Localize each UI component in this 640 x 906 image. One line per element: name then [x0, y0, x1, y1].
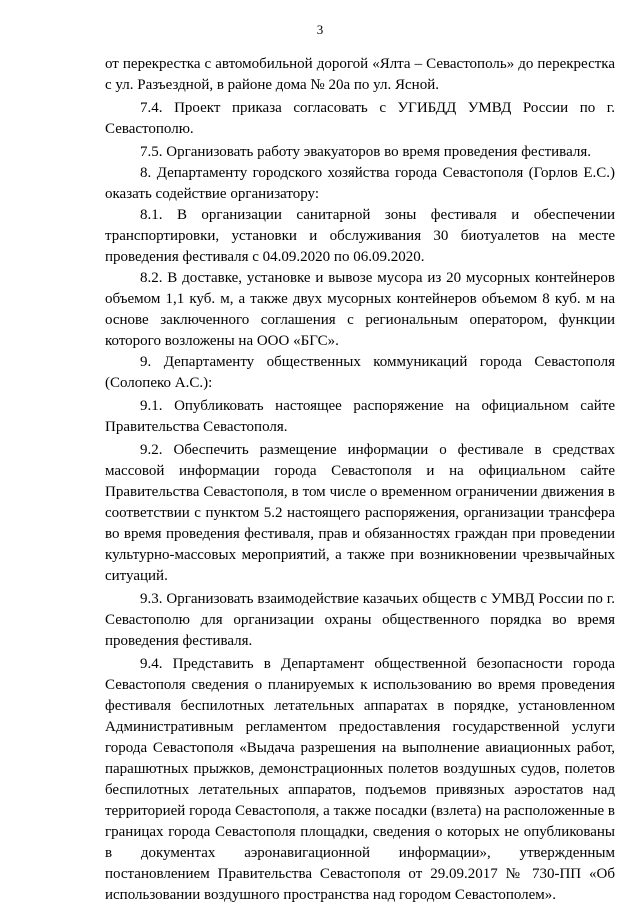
- paragraph-9-1: 9.1. Опубликовать настоящее распоряжение на официальном сайте Правительства Севастополя.: [105, 398, 615, 435]
- document-body: [105, 54, 615, 906]
- paragraph-7-4: 7.4. Проект приказа согласовать с УГИБДД УМВД России по г. Севастополю.: [105, 100, 615, 137]
- paragraph-8-1: 8.1. В организации санитарной зоны фестиваля и обеспечении транспортировки, установки и обслуживания 30 биотуалетов на месте проведения фестиваля с 04.09.2020 по 06.09.2020.: [105, 207, 615, 265]
- paragraph-9-2: 9.2. Обеспечить размещение информации о фестивале в средствах массовой информации города Севастополя и на официальном сайте Правительства Севастополя, в том числе о временном ограничении движения в соответствии с пунктом 5.2 настоящего распоряжения, организации трансфера во время проведения фестиваля, прав и обязанностях граждан при проведении культурно-массовых мероприятий, а также при возникновении чрезвычайных ситуаций.: [105, 442, 615, 584]
- paragraph-8: 8. Департаменту городского хозяйства города Севастополя (Горлов Е.С.) оказать содействие организатору:: [105, 165, 615, 202]
- paragraph-8-2: 8.2. В доставке, установке и вывозе мусора из 20 мусорных контейнеров объемом 1,1 куб. м, а также двух мусорных контейнеров объемом 8 куб. м на основе заключенного соглашения с региональным оператором, функции которого возложены на ООО «БГС».: [105, 270, 615, 349]
- paragraph-9-4: 9.4. Представить в Департамент общественной безопасности города Севастополя сведения о планируемых к использованию во время проведения фестиваля беспилотных летательных аппаратах в порядке, установленном Административным регламентом предоставления государственной услуги города Севастополя «Выдача разрешения на выполнение авиационных работ, парашютных прыжков, демонстрационных полетов воздушных судов, полетов беспилотных летательных аппаратов, подъемов привязных аэростатов над территорией города Севастополя, а также посадки (взлета) на расположенные в границах города Севастополя площадки, сведения о которых не опубликованы в документах аэронавигационной информации», утвержденным постановлением Правительства Севастополя от 29.09.2017 № 730-ПП «Об использовании воздушного пространства над городом Севастополем».: [105, 656, 615, 903]
- paragraph-9-3: 9.3. Организовать взаимодействие казачьих обществ с УМВД России по г. Севастополю для организации охраны общественного порядка во время проведения фестиваля.: [105, 591, 615, 649]
- paragraph-9: 9. Департаменту общественных коммуникаций города Севастополя (Солопеко А.С.):: [105, 354, 615, 391]
- paragraph-continuation: от перекрестка с автомобильной дорогой «Ялта – Севастополь» до перекрестка с ул. Разъездной, в районе дома № 20а по ул. Ясной.: [105, 56, 615, 93]
- paragraph-7-5: 7.5. Организовать работу эвакуаторов во время проведения фестиваля.: [140, 144, 591, 160]
- page-number: 3: [316, 22, 324, 37]
